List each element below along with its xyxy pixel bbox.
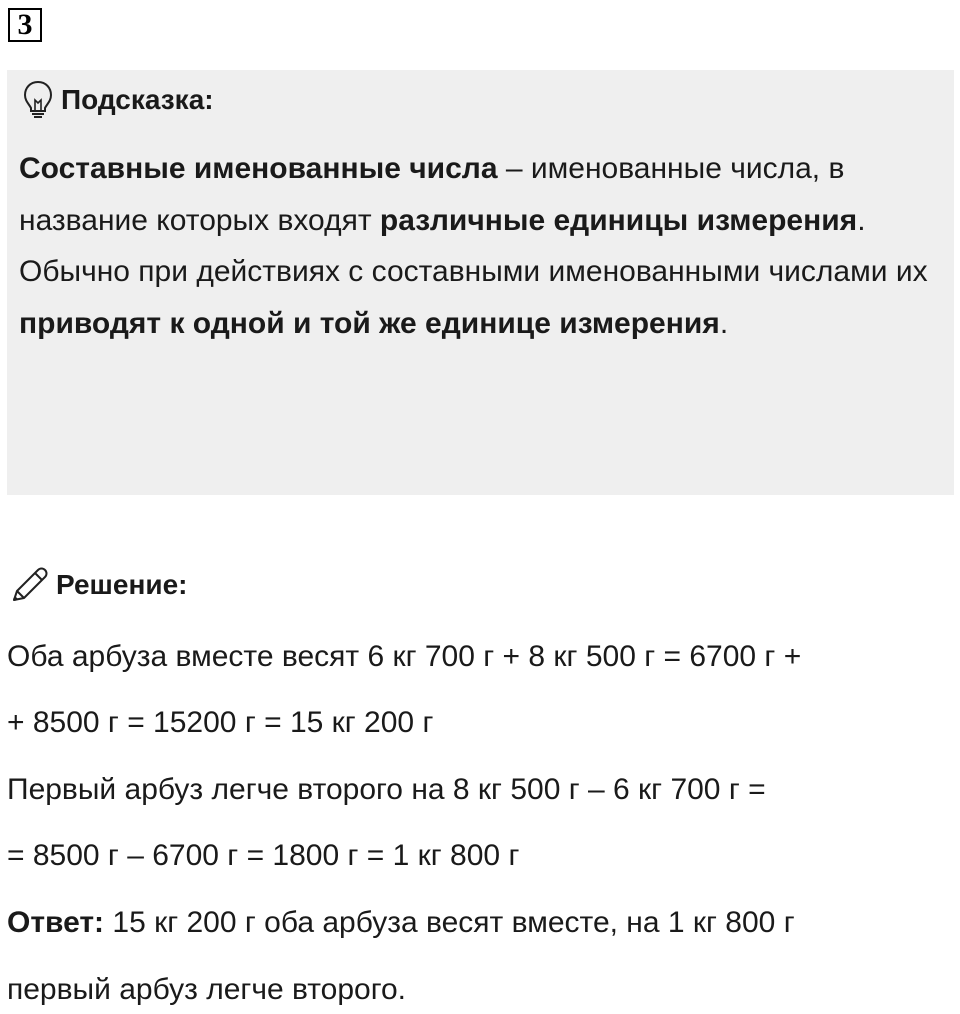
lightbulb-icon [23,80,53,120]
hint-text: – именованные числа, в название которых входят [19,152,845,237]
hint-emphasis: приводят к одной и той же единице измерения [19,306,720,340]
solution-line-2: + 8500 г = 15200 г = 15 кг 200 г [7,706,434,739]
solution-line-1: Оба арбуза вместе весят 6 кг 700 г + 8 кг 500 г = 6700 г + [7,640,802,673]
solution-line-3: Первый арбуз легче второго на 8 кг 500 г – 6 кг 700 г = [7,773,766,806]
hint-paragraph-2 [19,246,929,349]
hint-box [7,70,954,495]
answer-label: Ответ: [7,906,105,939]
hint-text: Обычно при действиях с составными именованными числами их [19,255,928,288]
pencil-icon [8,564,50,606]
hint-paragraph-1 [19,143,929,246]
hint-header [23,80,214,120]
solution-line-4: = 8500 г – 6700 г = 1800 г = 1 кг 800 г [7,839,520,872]
answer-text: 15 кг 200 г оба арбуза весят вместе, на 1 кг 800 г [104,906,795,939]
hint-emphasis: различные единицы измерения [379,203,858,237]
hint-term: Составные именованные числа [19,152,498,185]
solution-header [8,562,187,608]
hint-title: Подсказка: [61,84,214,115]
solution-title: Решение: [56,569,188,600]
hint-period: . [719,306,729,340]
hint-period: . [857,203,866,237]
answer-line-2: первый арбуз легче второго. [7,973,407,1006]
answer-line-1 [7,905,795,941]
hint-body [19,143,929,349]
task-number: 3 [8,8,42,42]
